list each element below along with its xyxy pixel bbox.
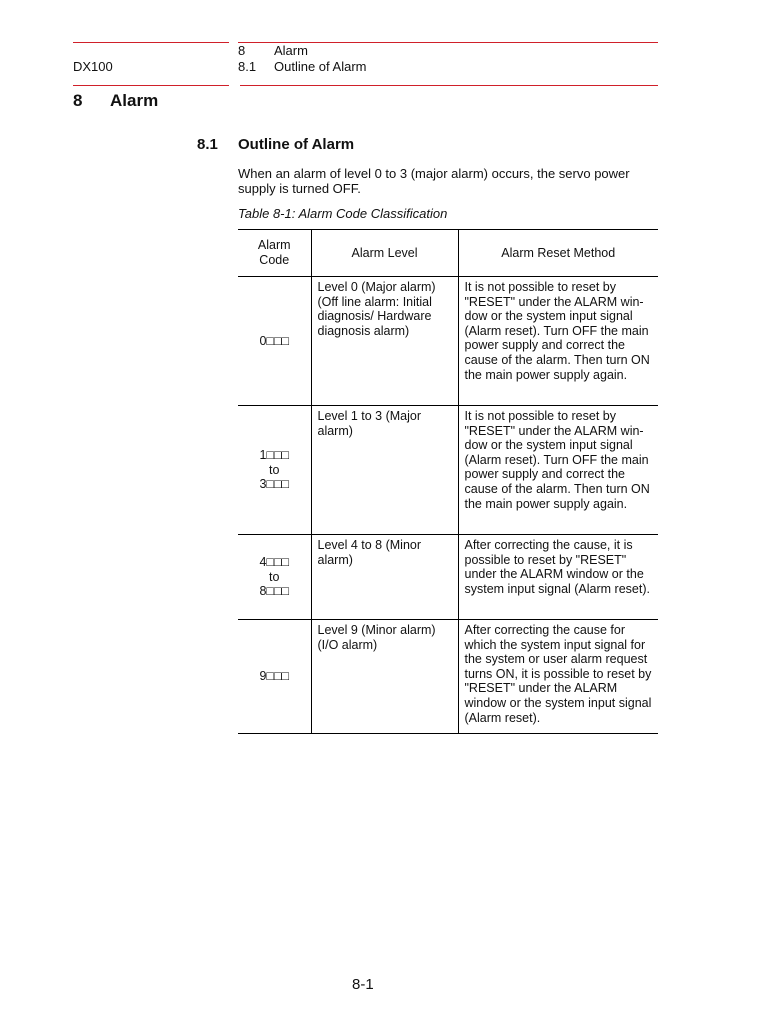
- table-row: [238, 277, 658, 406]
- table-row: [238, 620, 658, 734]
- alarm-level-cell: Level 0 (Major alarm) (Off line alarm: Initial diagnosis/ Hardware diagnosis alarm): [311, 277, 458, 406]
- header-rule-bottom-left: [73, 85, 229, 86]
- header-section-num: 8.1: [238, 59, 257, 74]
- column-header-alarm-code: Alarm Code: [257, 238, 291, 267]
- alarm-code-table: [238, 229, 658, 734]
- table-header-row: [238, 230, 658, 277]
- alarm-code-cell: [238, 620, 311, 734]
- page-number: 8-1: [352, 976, 374, 993]
- header-section-title: Outline of Alarm: [274, 59, 367, 74]
- table-caption: Table 8-1: Alarm Code Classification: [238, 206, 448, 221]
- alarm-level-cell: Level 9 (Minor alarm) (I/O alarm): [311, 620, 458, 734]
- header-doc-name: DX100: [73, 59, 113, 74]
- table-row: [238, 406, 658, 535]
- alarm-code-text: 9□□□: [259, 669, 290, 684]
- alarm-level-cell: Level 1 to 3 (Major alarm): [311, 406, 458, 535]
- header-rule-bottom-right: [240, 85, 658, 86]
- alarm-code-range-word: to: [269, 462, 280, 477]
- alarm-code-cell: [238, 406, 311, 535]
- column-header-reset-method: Alarm Reset Method: [458, 230, 658, 277]
- header-rule-top-left: [73, 42, 229, 43]
- reset-method-cell: It is not possible to reset by "RESET" under the ALARM win-dow or the system input signal (Alarm reset). Turn OFF the main power supply and correct the cause of the alarm. Then turn ON the main power supply again.: [458, 277, 658, 406]
- table-row: [238, 535, 658, 620]
- header-chapter-num: 8: [238, 43, 246, 58]
- alarm-code-cell: [238, 277, 311, 406]
- header-chapter-title: Alarm: [274, 43, 308, 58]
- section-number: 8.1: [197, 136, 218, 153]
- alarm-code-cell: [238, 535, 311, 620]
- section-title: Outline of Alarm: [238, 136, 355, 153]
- alarm-code-text: 3□□□: [259, 477, 290, 492]
- alarm-code-text: 0□□□: [259, 333, 290, 348]
- alarm-code-range-word: to: [269, 569, 280, 584]
- intro-paragraph: When an alarm of level 0 to 3 (major alarm) occurs, the servo power supply is turned OFF.: [238, 166, 630, 196]
- alarm-level-cell: Level 4 to 8 (Minor alarm): [311, 535, 458, 620]
- reset-method-cell: After correcting the cause for which the system input signal for the system or user alarm request turns ON, it is possible to reset by "RESET" under the ALARM window or the system input signal (Alarm reset).: [458, 620, 658, 734]
- reset-method-cell: After correcting the cause, it is possible to reset by "RESET" under the ALARM window or the system input signal (Alarm reset).: [458, 535, 658, 620]
- alarm-code-text: 1□□□: [259, 448, 290, 463]
- chapter-number: 8: [73, 91, 83, 110]
- alarm-code-text: 8□□□: [259, 584, 290, 599]
- alarm-code-text: 4□□□: [259, 555, 290, 570]
- reset-method-cell: It is not possible to reset by "RESET" under the ALARM win-dow or the system input signal (Alarm reset). Turn OFF the main power supply and correct the cause of the alarm. Then turn ON the main power supply again.: [458, 406, 658, 535]
- chapter-title: Alarm: [110, 91, 159, 110]
- column-header-alarm-level: Alarm Level: [311, 230, 458, 277]
